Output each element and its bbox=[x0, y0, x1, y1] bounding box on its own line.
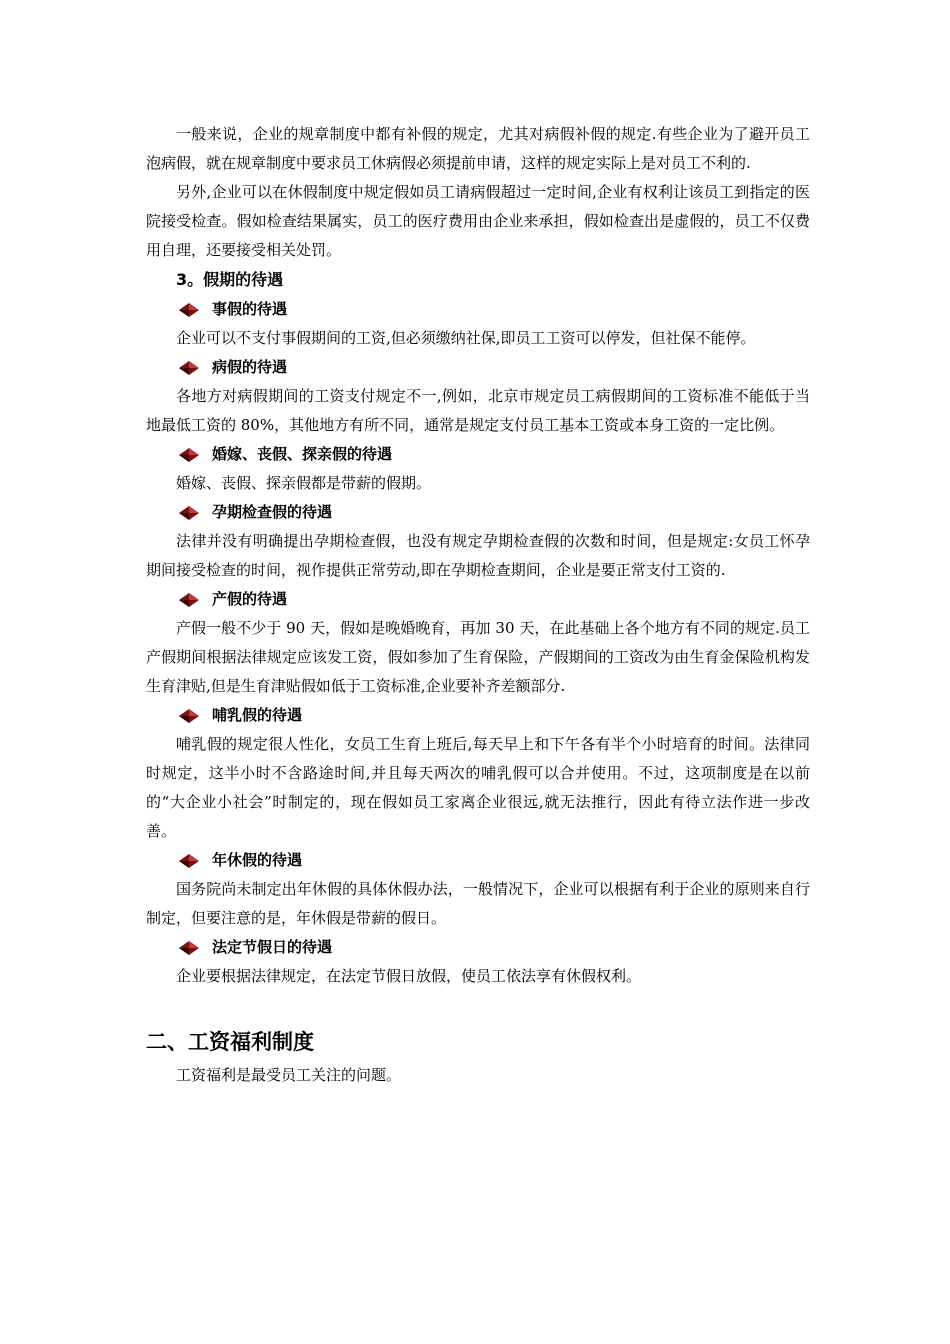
diamond-arrow-icon bbox=[178, 505, 200, 521]
item-heading-sick-leave bbox=[146, 353, 810, 382]
paragraph-sick-leave-inspection: 另外,企业可以在休假制度中规定假如员工请病假超过一定时间,企业有权利让该员工到指定的医院接受检查。假如检查结果属实，员工的医疗费用由企业来承担，假如检查出是虚假的，员工不仅费用自理，还要接受相关处罚。 bbox=[146, 183, 810, 259]
item-body-prenatal-check-leave: 法律并没有明确提出孕期检查假，也没有规定孕期检查假的次数和时间，但是规定:女员工怀孕期间接受检查的时间，视作提供正常劳动,即在孕期检查期间，企业是要正常支付工资的. bbox=[146, 532, 810, 579]
item-heading-nursing-leave bbox=[146, 701, 810, 730]
item-body-personal-leave: 企业可以不支付事假期间的工资,但必须缴纳社保,即员工工资可以停发，但社保不能停。 bbox=[176, 329, 756, 347]
paragraph-sick-leave-rules: 一般来说，企业的规章制度中都有补假的规定，尤其对病假补假的规定.有些企业为了避开员工泡病假，就在规章制度中要求员工休病假必须提前申请，这样的规定实际上是对员工不利的. bbox=[146, 125, 810, 172]
item-body-nursing-leave: 哺乳假的规定很人性化，女员工生育上班后,每天早上和下午各有半个小时培育的时间。法律同时规定，这半小时不含路途时间,并且每天两次的哺乳假可以合并使用。不过，这项制度是在以前的“大企业小社会”时制定的，现在假如员工家离企业很远,就无法推行，因此有待立法作进一步改善。 bbox=[146, 735, 810, 840]
item-heading-label: 病假的待遇 bbox=[212, 358, 288, 376]
item-heading-maternity-leave bbox=[146, 585, 810, 614]
item-heading-label: 法定节假日的待遇 bbox=[212, 938, 333, 956]
item-heading-label: 哺乳假的待遇 bbox=[212, 706, 303, 724]
item-heading-personal-leave bbox=[146, 295, 810, 324]
item-heading-label: 孕期检查假的待遇 bbox=[212, 503, 333, 521]
item-heading-prenatal-check-leave bbox=[146, 498, 810, 527]
diamond-arrow-icon bbox=[178, 447, 200, 463]
item-body-sick-leave: 各地方对病假期间的工资支付规定不一,例如，北京市规定员工病假期间的工资标准不能低于当地最低工资的 80%，其他地方有所不同，通常是规定支付员工基本工资或本身工资的一定比例。 bbox=[146, 387, 810, 434]
item-heading-public-holidays bbox=[146, 933, 810, 962]
section-heading-leave-treatment: 3。假期的待遇 bbox=[176, 270, 284, 289]
item-heading-marriage-funeral-leave bbox=[146, 440, 810, 469]
chapter-heading-salary-welfare: 二、工资福利制度 bbox=[146, 1030, 314, 1054]
item-heading-label: 事假的待遇 bbox=[212, 300, 288, 318]
diamond-arrow-icon bbox=[178, 302, 200, 318]
diamond-arrow-icon bbox=[178, 853, 200, 869]
item-heading-label: 产假的待遇 bbox=[212, 590, 288, 608]
item-heading-label: 年休假的待遇 bbox=[212, 851, 303, 869]
item-body-public-holidays: 企业要根据法律规定，在法定节假日放假，使员工依法享有休假权利。 bbox=[176, 967, 642, 985]
document-content bbox=[146, 120, 810, 1090]
item-heading-label: 婚嫁、丧假、探亲假的待遇 bbox=[212, 445, 393, 463]
diamond-arrow-icon bbox=[178, 940, 200, 956]
chapter-body-salary-welfare: 工资福利是最受员工关注的问题。 bbox=[176, 1066, 402, 1084]
item-body-maternity-leave: 产假一般不少于 90 天，假如是晚婚晚育，再加 30 天，在此基础上各个地方有不同的规定.员工产假期间根据法律规定应该发工资，假如参加了生育保险，产假期间的工资改为由生育金保险机构发生育津贴,但是生育津贴假如低于工资标准,企业要补齐差额部分. bbox=[146, 619, 810, 695]
diamond-arrow-icon bbox=[178, 708, 200, 724]
item-heading-annual-leave bbox=[146, 846, 810, 875]
item-body-annual-leave: 国务院尚未制定出年休假的具体休假办法，一般情况下，企业可以根据有利于企业的原则来自行制定，但要注意的是，年休假是带薪的假日。 bbox=[146, 880, 810, 927]
item-body-marriage-funeral-leave: 婚嫁、丧假、探亲假都是带薪的假期。 bbox=[176, 474, 432, 492]
diamond-arrow-icon bbox=[178, 592, 200, 608]
diamond-arrow-icon bbox=[178, 360, 200, 376]
